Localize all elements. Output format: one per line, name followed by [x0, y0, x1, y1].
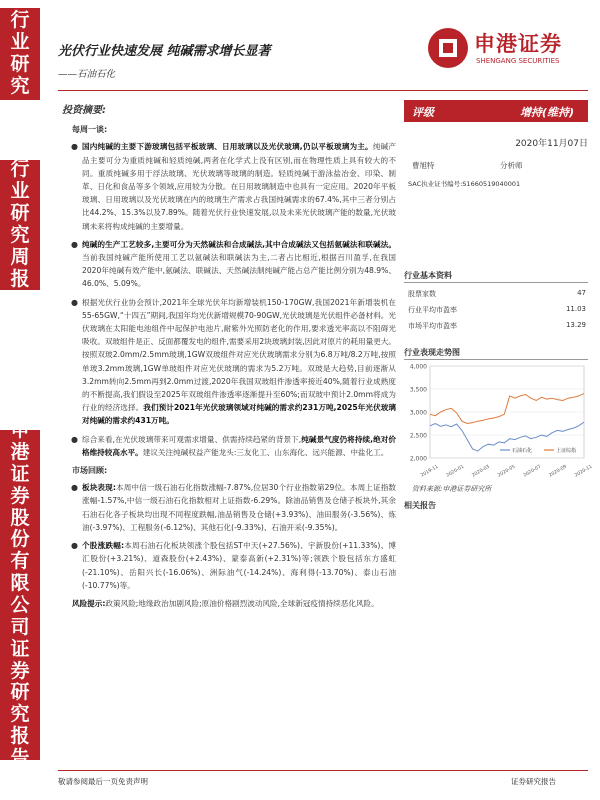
chart-title: 行业表现走势图 [404, 348, 460, 357]
x-tick-label: 2020-07 [522, 464, 542, 479]
logo-text-cn: 申港证券 [474, 32, 562, 56]
risk-label: 风险提示: [72, 598, 106, 608]
y-tick-label: 4,000 [409, 363, 427, 371]
x-tick-label: 2020-01 [445, 464, 465, 479]
sidebar-char: 份 [10, 528, 30, 551]
paragraph-highlight: 纯碱的生产工艺较多,主要可分为天然碱法和合成碱法,其中合成碱法又包括氨碱法和联碱法。 [82, 239, 396, 249]
market-review-title: 市场回顾: [72, 466, 108, 476]
analyst-certificate: SAC执业证书编号:S1660519040001 [408, 180, 521, 188]
paragraph-text: 当前我国纯碱产能所使用工艺以氨碱法和联碱法为主,二者占比相近,根据百川盈孚,在我国2020年纯碱有效产能中,氨碱法、联碱法、天然碱法制纯碱产能占总产能比例分别为48.9%、46.0%、5.09%。 [82, 253, 396, 289]
paragraph-highlight: 国内纯碱的主要下游玻璃包括平板玻璃、日用玻璃以及光伏玻璃,仍以平板玻璃为主。 [82, 142, 373, 152]
footer-disclaimer: 敬请参阅最后一页免责声明 [58, 777, 148, 786]
stat-value: 47 [577, 289, 586, 297]
bullet-icon: ● [71, 142, 78, 152]
footer-label: 证券研究报告 [511, 777, 556, 786]
paragraph-text: 建议关注纯碱权益产能龙头:三友化工、山东海化、远兴能源、中盐化工。 [142, 447, 389, 457]
x-tick-label: 2020-11 [574, 464, 594, 479]
x-tick-label: 2020-03 [471, 464, 491, 479]
risk-warning [72, 597, 396, 610]
legend-label: 石油石化 [512, 448, 533, 454]
stat-row [408, 305, 586, 315]
sidebar-char: 司 [10, 615, 30, 638]
sidebar-char: 告 [10, 746, 30, 769]
sidebar-report-type-block [0, 160, 40, 290]
chart-source: 资料来源:申港证券研究所 [412, 485, 492, 493]
paragraph [58, 539, 396, 592]
sidebar-char: 股 [10, 506, 30, 529]
paragraph-text: 本周中信一级石油石化指数涨幅-7.87%,位居30个行业指数第29位。本周上证指数涨幅-1.57%,中信一级石油石化指数相对上证指数-6.29%。除油品销售及仓储子板块外,其余石油石化各子板块均出现不同程度跌幅,油品销售及仓储(+3.93%)、油田服务(-3.56%)、炼油(-3.97%)、工程服务(-6.12%)、其他石化(-9.33%)、石油开采(-9.35%)。 [82, 483, 396, 532]
risk-text: 政策风险;地缘政治加剧风险;原油价格剧烈波动风险,全球新冠疫情持续恶化风险。 [105, 598, 379, 608]
stat-row [408, 289, 586, 299]
sidebar-char: 报 [10, 267, 30, 290]
paragraph [58, 140, 396, 232]
sidebar-char: 究 [10, 224, 30, 246]
sidebar-char: 公 [10, 594, 30, 616]
performance-chart [404, 362, 594, 480]
sidebar-char: 港 [10, 441, 30, 464]
sidebar-char: 研 [10, 53, 30, 75]
x-tick-label: 2019-11 [420, 464, 440, 479]
stat-label: 市场平均市盈率 [408, 322, 457, 330]
stat-label: 股票家数 [408, 290, 436, 298]
paragraph [58, 433, 396, 459]
sidebar-char: 券 [10, 484, 30, 507]
sidebar-char: 有 [10, 550, 30, 573]
paragraph-text: 纯碱产品主要可分为重质纯碱和轻质纯碱,两者在化学式上没有区别,而在物理性质上具有较大的不同。重质纯碱多用于浮法玻璃、光伏玻璃等玻璃的制造。轻质纯碱于游泳盐冶金、印染、制革、日化和食品等多个领域,应用较为分散。在日用玻璃制造中也具有一定应用。2020年平板玻璃、日用玻璃以及光伏玻璃在内的玻璃生产需求占我国纯碱需求的67.4%,其中三者分别占比44.2%、15.3%以及7.89%。随着光伏行业快速发展,以及未来光伏玻璃产能的数量,光伏玻璃未来将构成纯碱的主要增量。 [82, 142, 396, 231]
sidebar-char: 周 [10, 245, 30, 268]
sidebar-char: 券 [10, 659, 30, 682]
sidebar-char: 申 [10, 419, 30, 442]
analyst-role: 分析师 [500, 161, 523, 170]
x-tick-label: 2020-09 [548, 464, 568, 479]
bullet-icon: ● [71, 434, 78, 444]
bullet-icon: ● [71, 483, 78, 493]
sidebar-char: 究 [10, 74, 30, 97]
paragraph-highlight: 纯碱景气度仍将持续,绝对价格维持较高水平。 [82, 434, 396, 457]
sidebar-company-block [0, 419, 40, 769]
stat-label: 行业平均市盈率 [408, 306, 457, 314]
sidebar-char: 研 [10, 202, 30, 225]
y-tick-label: 3,000 [409, 409, 427, 417]
rating-bar [404, 100, 588, 122]
paragraph-highlight: 板块表现: [82, 483, 116, 493]
stat-value: 11.03 [565, 305, 586, 313]
sidebar-char: 报 [10, 725, 30, 748]
report-date: 2020年11月07日 [515, 139, 588, 149]
main-content [58, 100, 396, 610]
legend-label: 上证综指 [556, 448, 577, 454]
analyst-name: 曹旭特 [412, 161, 435, 170]
sidebar [0, 0, 40, 800]
sidebar-category-block [0, 8, 40, 100]
logo-mark-icon [428, 28, 468, 68]
sidebar-char: 行 [10, 9, 30, 32]
rating-value: 增持(维持) [519, 106, 574, 119]
sidebar-char: 业 [10, 180, 30, 203]
sidebar-char: 究 [10, 703, 30, 726]
sidebar-char: 研 [10, 681, 30, 704]
rating-label: 评级 [412, 106, 434, 119]
footer-divider [58, 770, 588, 771]
paragraph-text: 本周石油石化板块领涨个股包括ST中天(+27.56%)、宇新股份(+11.33%)、博汇股份(+3.21%)、道森股份(+2.43%)、蒙泰高新(+2.31%)等;领跌个股包括东方盛虹(-21.10%)、岳阳兴长(-16.06%)、洲际油气(-14.24%)、海利得(-13.70%)、泰山石油(-10.77%)等。 [82, 541, 396, 590]
sidebar-char: 限 [10, 572, 30, 595]
paragraph-text: 综合来看,在光伏玻璃带来可观需求增量、供需持续趋紧的背景下, [82, 434, 302, 444]
header-divider [58, 90, 588, 91]
y-tick-label: 3,500 [409, 386, 427, 394]
paragraph-highlight: 我们预计2021年光伏玻璃领域对纯碱的需求约231万吨,2025年光伏玻璃对纯碱的需求约431万吨。 [82, 403, 396, 426]
series-line [430, 422, 584, 451]
divider [404, 282, 588, 283]
stat-value: 13.29 [565, 321, 586, 329]
paragraph [58, 296, 396, 428]
sidebar-char: 证 [10, 637, 30, 660]
company-logo [428, 26, 588, 72]
series-line [430, 394, 584, 424]
report-title: 光伏行业快速发展 纯碱需求增长显著 [58, 44, 271, 59]
sidebar-char: 行 [10, 158, 30, 181]
stat-row [408, 321, 586, 331]
paragraph-text: 根据光伏行业协会预计,2021年全球光伏年均新增装机150-170GW,我国2021年新增装机在55-65GW,“十四五”期间,我国年均光伏新增规模70-90GW,光伏玻璃是光伏组件必备材料。光伏玻璃在太阳能电池组件中起保护电池片,耐紫外光照防老化的作用,要求透光率高以不阻碍光吸收。双玻组件是正、反面都覆发电的组件,需要采用2块玻璃封装,因此对原片的耗用量更大。按照双玻2.0mm/2.5mm玻璃,1GW双玻组件对应光伏玻璃需求分别为6.8万吨/8.2万吨,按照单玻3.2mm玻璃,1GW单玻组件对应光伏玻璃的需求为5.2万吨。双玻是大趋势,目前逐渐从3.2mm转向2.5mm再到2.0mm过渡,2020年我国双玻组件渗透率接近40%,随着行业成熟度的不断提高,我们假设至2025年双玻组件渗透率逐渐提升至60%;而双玻中预计2.0mm将成为行业的经济选择。 [82, 297, 396, 413]
paragraph [58, 481, 396, 534]
related-reports-title: 相关报告 [404, 501, 436, 510]
basic-info-title: 行业基本资料 [404, 271, 452, 280]
paragraph [58, 238, 396, 291]
bullet-icon: ● [71, 297, 78, 307]
report-subtitle: ——石油石化 [58, 69, 116, 80]
y-tick-label: 2,000 [409, 455, 427, 463]
bullet-icon: ● [71, 239, 78, 249]
logo-text-en: SHENGANG SECURITIES [476, 57, 560, 65]
weekly-talk-title: 每周一谈: [72, 125, 108, 135]
divider [404, 359, 588, 360]
bullet-icon: ● [71, 541, 78, 551]
sidebar-char: 业 [10, 31, 30, 54]
x-tick-label: 2020-05 [497, 464, 517, 479]
section-title: 投资摘要: [62, 105, 106, 116]
sidebar-char: 证 [10, 462, 30, 485]
y-tick-label: 2,500 [409, 432, 427, 440]
paragraph-highlight: 个股涨跌幅: [82, 541, 125, 551]
